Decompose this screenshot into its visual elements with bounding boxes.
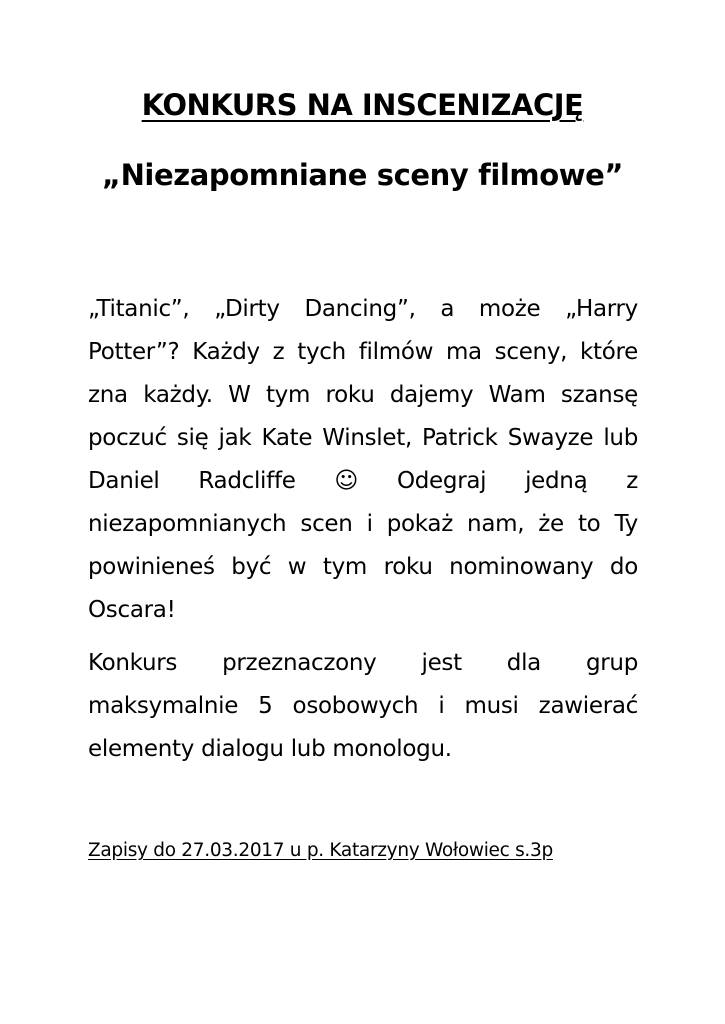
signup-info: Zapisy do 27.03.2017 u p. Katarzyny Wołowiec s.3p	[88, 840, 553, 861]
page-title: KONKURS NA INSCENIZACJĘ	[141, 88, 584, 122]
page-subtitle: „Niezapomniane sceny filmowe”	[101, 158, 624, 192]
document-body	[88, 288, 638, 771]
rules-paragraph: Konkurs przeznaczony jest dla grup maksymalnie 5 osobowych i musi zawierać elementy dialogu lub monologu.	[88, 650, 638, 762]
intro-paragraph: „Titanic”, „Dirty Dancing”, a może „Harry Potter”? Każdy z tych filmów ma sceny, które zna każdy. W tym roku dajemy Wam szansę poczuć się jak Kate Winslet, Patrick Swayze lub Daniel Radcliffe ☺ Odegraj jedną z niezapomnianych scen i pokaż nam, że to Ty powinieneś być w tym roku nominowany do Oscara!	[88, 296, 638, 623]
